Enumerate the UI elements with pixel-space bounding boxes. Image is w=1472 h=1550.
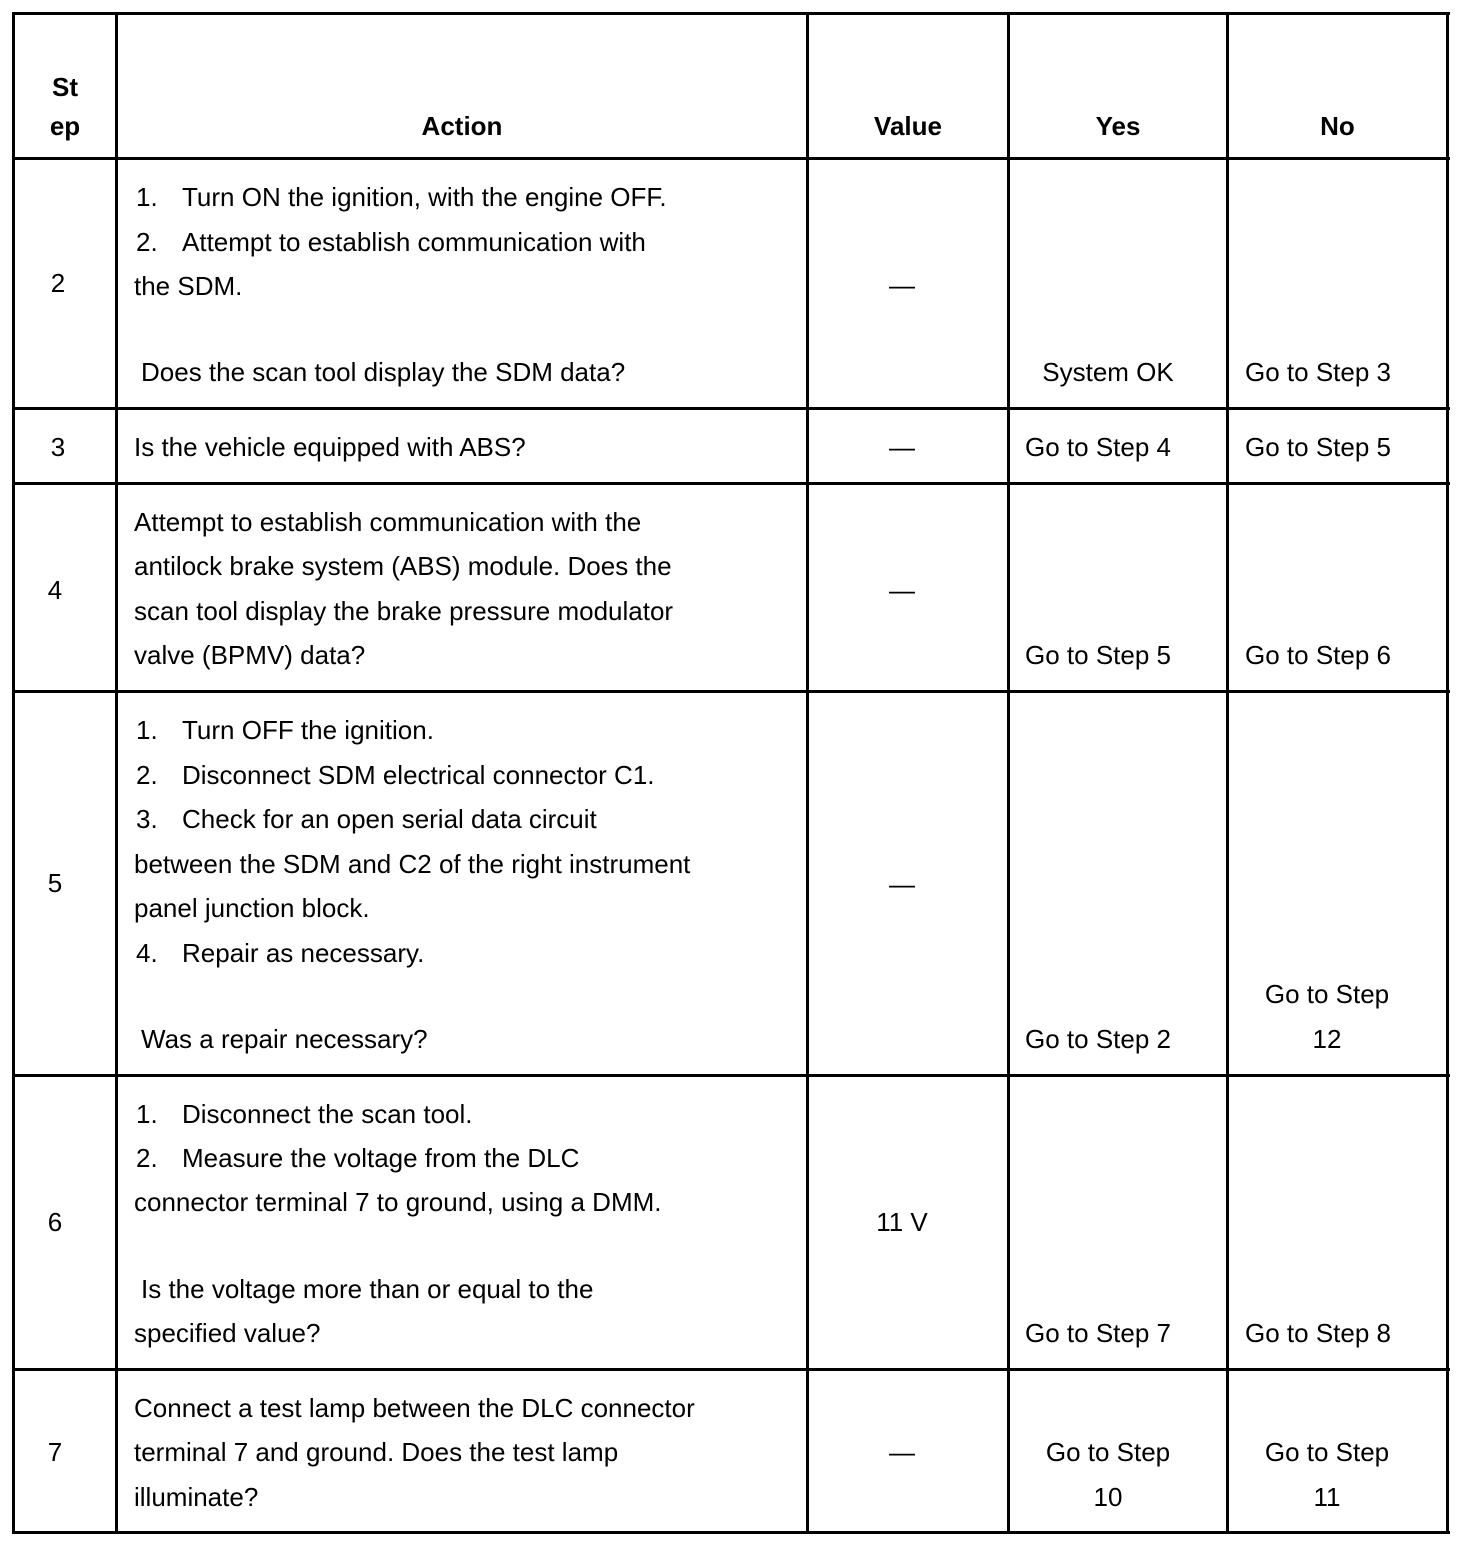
row-3-step: 3 bbox=[50, 432, 66, 462]
row-6-action-item-2-cont: connector terminal 7 to ground, using a DMM. bbox=[134, 1187, 662, 1217]
row-3-action: Is the vehicle equipped with ABS? bbox=[134, 432, 526, 462]
list-text: Attempt to establish communication with bbox=[182, 227, 646, 257]
row-5-yes: Go to Step 2 bbox=[1025, 1024, 1171, 1054]
list-text: Repair as necessary. bbox=[182, 938, 425, 968]
row-7-no-line1: Go to Step bbox=[1264, 1437, 1390, 1467]
row-3-value: — bbox=[889, 432, 915, 462]
row-7-no-line2: 11 bbox=[1313, 1482, 1341, 1512]
row-6-action-question: Is the voltage more than or equal to the bbox=[141, 1274, 594, 1304]
row-4-action-line: valve (BPMV) data? bbox=[134, 640, 366, 670]
list-text: Check for an open serial data circuit bbox=[182, 804, 597, 834]
header-step-line2: ep bbox=[49, 111, 81, 141]
row-5-action-item-3-cont: between the SDM and C2 of the right instrument bbox=[134, 849, 691, 879]
grid-line-horizontal bbox=[13, 1074, 1450, 1077]
row-3-yes: Go to Step 4 bbox=[1025, 432, 1171, 462]
grid-line-vertical bbox=[1446, 12, 1449, 1534]
list-number: 2. bbox=[136, 227, 158, 257]
grid-line-vertical bbox=[1226, 12, 1229, 1534]
row-7-action-line: illuminate? bbox=[134, 1482, 259, 1512]
row-5-value: — bbox=[889, 869, 915, 899]
row-4-yes: Go to Step 5 bbox=[1025, 640, 1171, 670]
row-5-action-question: Was a repair necessary? bbox=[141, 1024, 428, 1054]
list-text: Turn ON the ignition, with the engine OFF. bbox=[182, 182, 667, 212]
list-number: 4. bbox=[136, 938, 158, 968]
row-5-action-item-3 bbox=[136, 804, 597, 834]
row-5-action-item-2 bbox=[136, 760, 655, 790]
row-2-yes: System OK bbox=[1042, 357, 1174, 387]
row-4-step: 4 bbox=[47, 575, 63, 605]
row-2-action-item-2 bbox=[136, 227, 646, 257]
list-text: Turn OFF the ignition. bbox=[182, 715, 434, 745]
row-2-step: 2 bbox=[50, 268, 66, 298]
row-7-yes-line2: 10 bbox=[1093, 1482, 1123, 1512]
list-text: Disconnect SDM electrical connector C1. bbox=[182, 760, 655, 790]
row-2-value: — bbox=[889, 270, 915, 300]
grid-line-horizontal bbox=[13, 1368, 1450, 1371]
list-text: Measure the voltage from the DLC bbox=[182, 1143, 580, 1173]
row-7-value: — bbox=[889, 1437, 915, 1467]
list-number: 1. bbox=[136, 1099, 158, 1129]
list-number: 1. bbox=[136, 182, 158, 212]
grid-line-vertical bbox=[1007, 12, 1010, 1534]
header-step-line1: St bbox=[52, 72, 78, 102]
row-5-action-item-3-cont: panel junction block. bbox=[134, 893, 370, 923]
header-action: Action bbox=[421, 111, 503, 141]
row-2-no: Go to Step 3 bbox=[1245, 357, 1391, 387]
row-7-yes-line1: Go to Step bbox=[1045, 1437, 1171, 1467]
row-6-action-question-cont: specified value? bbox=[134, 1318, 321, 1348]
row-2-action-item-1 bbox=[136, 182, 667, 212]
row-4-action-line: scan tool display the brake pressure modulator bbox=[134, 596, 674, 626]
grid-line-horizontal bbox=[13, 407, 1450, 410]
row-6-action-item-2 bbox=[136, 1143, 579, 1173]
row-4-no: Go to Step 6 bbox=[1245, 640, 1391, 670]
row-5-no-line1: Go to Step bbox=[1264, 979, 1390, 1009]
list-number: 2. bbox=[136, 1143, 158, 1173]
row-5-action-item-1 bbox=[136, 715, 434, 745]
grid-line-vertical bbox=[115, 12, 118, 1534]
row-2-action-question: Does the scan tool display the SDM data? bbox=[141, 357, 626, 387]
grid-line-horizontal bbox=[13, 690, 1450, 693]
grid-line-vertical bbox=[12, 12, 15, 1534]
grid-line-horizontal bbox=[13, 157, 1450, 160]
header-yes: Yes bbox=[1095, 111, 1141, 141]
grid-line-vertical bbox=[806, 12, 809, 1534]
row-3-no: Go to Step 5 bbox=[1245, 432, 1391, 462]
list-number: 3. bbox=[136, 804, 158, 834]
row-6-action-item-1 bbox=[136, 1099, 473, 1129]
header-value: Value bbox=[874, 111, 942, 141]
row-5-step: 5 bbox=[47, 868, 63, 898]
row-6-yes: Go to Step 7 bbox=[1025, 1318, 1171, 1348]
list-number: 2. bbox=[136, 760, 158, 790]
grid-line-horizontal bbox=[13, 12, 1450, 15]
row-6-no: Go to Step 8 bbox=[1245, 1318, 1391, 1348]
row-4-action-line: antilock brake system (ABS) module. Does the bbox=[134, 551, 672, 581]
row-5-action-item-4 bbox=[136, 938, 424, 968]
list-text: Disconnect the scan tool. bbox=[182, 1099, 473, 1129]
row-6-value: 11 V bbox=[876, 1207, 928, 1237]
grid-line-horizontal bbox=[13, 482, 1450, 485]
row-7-action-line: terminal 7 and ground. Does the test lamp bbox=[134, 1437, 619, 1467]
row-6-step: 6 bbox=[47, 1207, 63, 1237]
grid-line-horizontal bbox=[13, 1531, 1450, 1534]
list-number: 1. bbox=[136, 715, 158, 745]
row-7-step: 7 bbox=[47, 1437, 63, 1467]
header-no: No bbox=[1320, 111, 1355, 141]
row-7-action-line: Connect a test lamp between the DLC connector bbox=[134, 1393, 695, 1423]
row-5-no-line2: 12 bbox=[1312, 1024, 1342, 1054]
row-4-value: — bbox=[889, 575, 915, 605]
row-4-action-line: Attempt to establish communication with the bbox=[134, 507, 642, 537]
row-2-action-item-2-cont: the SDM. bbox=[134, 271, 243, 301]
